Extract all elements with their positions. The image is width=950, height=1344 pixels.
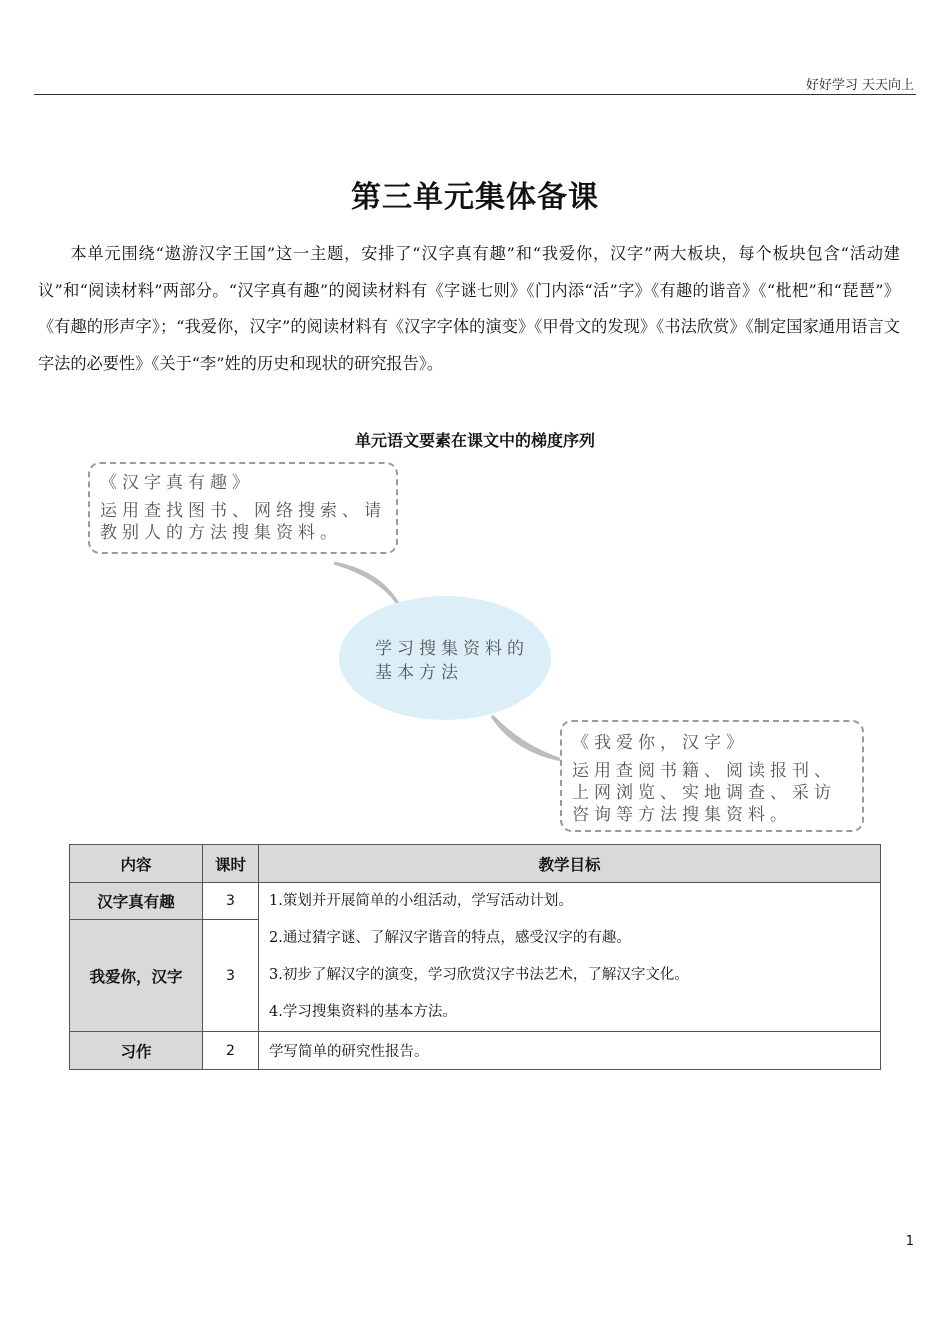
page-number: 1 (905, 1234, 914, 1249)
row1-hours: 3 (203, 883, 259, 920)
goal-line-4: 4.学习搜集资料的基本方法。 (269, 1004, 457, 1020)
teaching-goals-table (69, 844, 881, 1070)
goal-line-3: 3.初步了解汉字的演变，学习欣赏汉字书法艺术，了解汉字文化。 (269, 967, 689, 983)
row3-content: 习作 (70, 1032, 203, 1070)
connector-bottom (492, 716, 562, 760)
table-row (70, 883, 881, 920)
page-header-text: 好好学习 天天向上 (805, 78, 914, 93)
table-row (70, 1032, 881, 1070)
box1-title: 《汉字真有趣》 (100, 473, 254, 493)
row1-content: 汉字真有趣 (70, 883, 203, 920)
diagram-title: 单元语文要素在课文中的梯度序列 (354, 431, 595, 450)
box2-text: 运用查阅书籍、阅读报刊、上网浏览、实地调查、采访咨询等方法搜集资料。 (572, 761, 836, 825)
diagram-box-love-hanzi (560, 720, 864, 832)
box2-title: 《我爱你，汉字》 (572, 733, 748, 753)
goals-stack (259, 883, 881, 1032)
goal-line-1: 1.策划并开展简单的小组活动，学写活动计划。 (269, 893, 573, 909)
table-header-row (70, 845, 881, 883)
row3-goal: 学写简单的研究性报告。 (259, 1032, 881, 1070)
intro-paragraph: 本单元围绕“遨游汉字王国”这一主题，安排了“汉字真有趣”和“我爱你，汉字”两大板块，每个板块包含“活动建议”和“阅读材料”两部分。“汉字真有趣”的阅读材料有《字谜七则》《门内添“活”字》《有趣的谐音》《“枇杷”和“琵琶”》《有趣的形声字》；“我爱你，汉字”的阅读材料有《汉字字体的演变》《甲骨文的发现》《书法欣赏》《制定国家通用语言文字法的必要性》《关于“李”姓的历史和现状的研究报告》。 (38, 244, 900, 373)
header-content: 内容 (70, 845, 203, 883)
diagram-box-hanzi-fun (88, 462, 398, 554)
box1-text: 运用查找图书、网络搜索、请教别人的方法搜集资料。 (100, 501, 386, 543)
diagram-center-oval: 学习搜集资料的基本方法 (339, 596, 551, 720)
row2-content: 我爱你，汉字 (70, 920, 203, 1032)
page-title: 第三单元集体备课 (351, 180, 599, 215)
header-goals: 教学目标 (259, 845, 881, 883)
row3-hours: 2 (203, 1032, 259, 1070)
header-hours: 课时 (203, 845, 259, 883)
goal-line-2: 2.通过猜字谜、了解汉字谐音的特点，感受汉字的有趣。 (269, 930, 631, 946)
row2-hours: 3 (203, 920, 259, 1032)
